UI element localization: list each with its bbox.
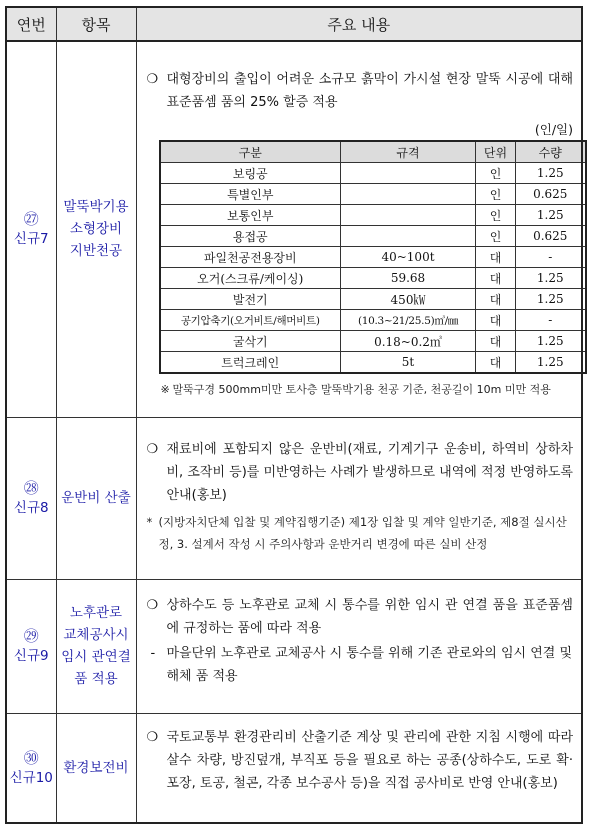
asterisk-mark: * [146, 514, 153, 529]
spec-row [160, 352, 586, 374]
item-line: 노후관로 [69, 605, 123, 621]
spec-cell: 트럭크레인 [160, 352, 341, 374]
spec-cell: 1.25 [516, 331, 586, 352]
spec-row [160, 268, 586, 289]
spec-cell: 40~100t [341, 247, 476, 268]
spec-cell: 공기압축기(오거비트/해머비트) [160, 310, 341, 331]
spec-row [160, 310, 586, 331]
spec-cell: 대 [476, 268, 516, 289]
dash-paragraph [147, 642, 574, 688]
bullet-text: 대형장비의 출입이 어려운 소규모 흙막이 가시설 현장 말뚝 시공에 대해 표준품셈 품의 25% 할증 적용 [166, 72, 573, 110]
row-number [6, 41, 56, 417]
spec-cell: 굴삭기 [160, 331, 341, 352]
table-row [6, 713, 582, 823]
table-row [6, 417, 582, 579]
item-line: 말뚝박기용 [63, 199, 129, 216]
spec-cell: 용접공 [160, 226, 341, 247]
spec-cell: (10.3~21/25.5)㎥/㎜ [341, 310, 476, 331]
bullet-circle-icon: ❍ [146, 597, 159, 613]
table-row [6, 579, 582, 713]
item-line: 지반천공 [69, 243, 123, 260]
main-table [5, 6, 583, 824]
spec-table [159, 140, 587, 374]
spec-row [160, 184, 586, 205]
item-line: 운반비 산출 [61, 490, 131, 506]
spec-cell: 인 [476, 163, 516, 184]
spec-row [160, 226, 586, 247]
circled-number: ㉙ [23, 627, 39, 645]
table-row [6, 41, 582, 417]
bullet-text: 상하수도 등 노후관로 교체 시 통수를 위한 임시 관 연결 품을 표준품셈에 규정하는 품에 따라 적용 [166, 597, 573, 636]
row-code: 신규10 [9, 769, 53, 786]
row-code: 신규8 [13, 500, 49, 516]
item-line: 환경보전비 [63, 759, 129, 776]
dash-text: 마을단위 노후관로 교체공사 시 통수를 위해 기존 관로와의 임시 연결 및 해체 품 적용 [166, 645, 573, 684]
bullet-circle-icon: ❍ [146, 72, 159, 87]
spec-row [160, 205, 586, 226]
spec-cell: 1.25 [516, 205, 586, 226]
spec-header: 규격 [341, 141, 476, 163]
row-number [6, 417, 56, 579]
spec-row [160, 247, 586, 268]
header-no: 연번 [6, 7, 56, 41]
spec-cell: 인 [476, 205, 516, 226]
item-cell [56, 579, 136, 713]
item-cell [56, 41, 136, 417]
content-cell [136, 579, 582, 713]
spec-cell [341, 184, 476, 205]
spec-cell: 1.25 [516, 268, 586, 289]
spec-cell: 1.25 [516, 352, 586, 374]
spec-cell: 발전기 [160, 289, 341, 310]
spec-cell: 0.625 [516, 226, 586, 247]
bullet-paragraph [147, 594, 574, 640]
spec-cell: 특별인부 [160, 184, 341, 205]
spec-cell: 0.625 [516, 184, 586, 205]
spec-cell [341, 205, 476, 226]
spec-row [160, 289, 586, 310]
unit-label: (인/일) [534, 122, 573, 137]
item-cell [56, 713, 136, 823]
spec-header-row [160, 141, 586, 163]
header-content: 주요 내용 [136, 7, 582, 41]
bullet-circle-icon: ❍ [146, 729, 159, 745]
header-row [6, 7, 582, 41]
spec-cell [341, 163, 476, 184]
item-line: 교체공사시 [63, 627, 129, 643]
item-cell [56, 417, 136, 579]
spec-cell: 5t [341, 352, 476, 374]
item-line: 품 적용 [74, 671, 118, 687]
spec-cell: - [516, 247, 586, 268]
bullet-paragraph [147, 726, 574, 795]
bullet-paragraph [147, 438, 574, 507]
spec-cell [341, 226, 476, 247]
spec-cell: 보링공 [160, 163, 341, 184]
row-code: 신규7 [13, 231, 49, 248]
content-cell [136, 41, 582, 417]
dash-mark: - [150, 645, 156, 661]
row-number [6, 713, 56, 823]
spec-cell: 대 [476, 331, 516, 352]
content-cell [136, 713, 582, 823]
footnote [147, 511, 574, 555]
spec-cell: 보통인부 [160, 205, 341, 226]
content-cell [136, 417, 582, 579]
row-code: 신규9 [13, 648, 49, 664]
bullet-paragraph [147, 68, 574, 114]
spec-header: 구분 [160, 141, 341, 163]
circled-number: ㉘ [23, 479, 39, 497]
bullet-text: 국토교통부 환경관리비 산출기준 계상 및 관리에 관한 지침 시행에 따라 살수 차량, 방진덮개, 부직포 등을 필요로 하는 공종(상하수도, 도로 확·포장, 토공, 철콘, 각종 보수공사 등)을 직접 공사비로 반영 안내(홍보) [166, 729, 573, 791]
spec-header: 수량 [516, 141, 586, 163]
item-line: 임시 관연결 [61, 649, 131, 665]
spec-row [160, 163, 586, 184]
row-number [6, 579, 56, 713]
circled-number: ㉗ [23, 210, 39, 229]
spec-cell: 대 [476, 247, 516, 268]
footnote-text: (지방자치단체 입찰 및 계약집행기준) 제1장 입찰 및 계약 일반기준, 제8절 실시산정, 3. 설계서 작성 시 주의사항과 운반거리 변경에 따른 실비 산정 [158, 514, 567, 551]
spec-cell: 450㎾ [341, 289, 476, 310]
spec-cell: 파일천공전용장비 [160, 247, 341, 268]
reference-mark: ※ [160, 383, 170, 396]
spec-header: 단위 [476, 141, 516, 163]
spec-cell: 1.25 [516, 163, 586, 184]
spec-cell: 인 [476, 226, 516, 247]
spec-cell: 오거(스크류/케이싱) [160, 268, 341, 289]
circled-number: ㉚ [23, 748, 39, 767]
footnote-text: 말뚝구경 500mm미만 토사층 말뚝박기용 천공 기준, 천공길이 10m 미만 적용 [172, 383, 551, 396]
item-line: 소형장비 [69, 221, 123, 238]
spec-cell: 대 [476, 289, 516, 310]
header-item: 항목 [56, 7, 136, 41]
spec-cell: 대 [476, 352, 516, 374]
spec-cell: 1.25 [516, 289, 586, 310]
spec-cell: 대 [476, 310, 516, 331]
footnote [161, 380, 574, 400]
spec-row [160, 331, 586, 352]
spec-cell: 인 [476, 184, 516, 205]
bullet-circle-icon: ❍ [146, 441, 159, 457]
spec-cell: 59.68 [341, 268, 476, 289]
spec-cell: 0.18~0.2㎥ [341, 331, 476, 352]
bullet-text: 재료비에 포함되지 않은 운반비(재료, 기계기구 운송비, 하역비 상하차비, 조작비 등)를 미반영하는 사례가 발생하므로 내역에 적정 반영하도록 안내(홍보) [166, 441, 573, 503]
spec-cell: - [516, 310, 586, 331]
